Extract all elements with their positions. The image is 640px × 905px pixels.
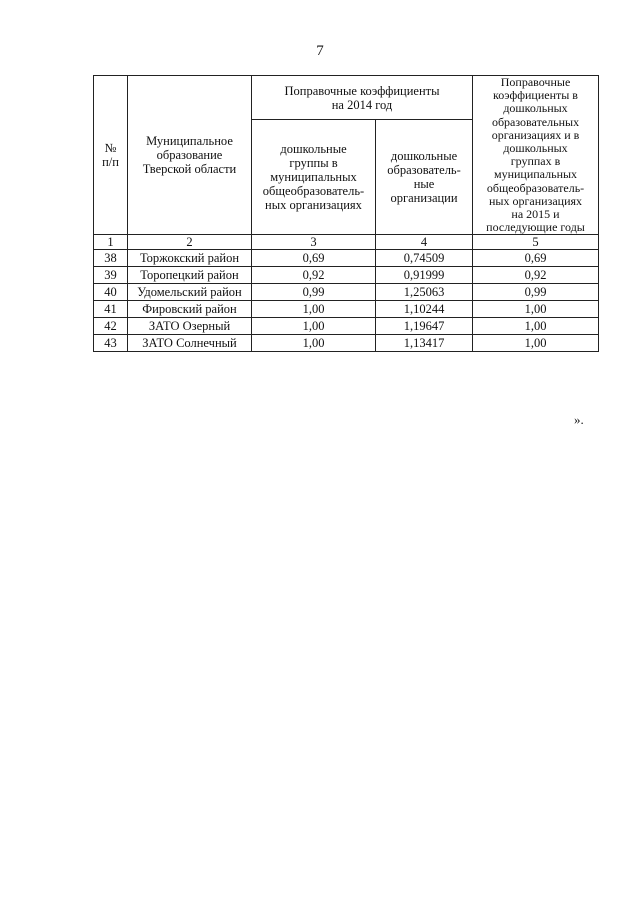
municipality-cell: ЗАТО Озерный <box>128 318 252 335</box>
coef-preschool-organizations-cell: 1,13417 <box>376 335 473 352</box>
coef-preschool-groups-cell: 0,92 <box>252 267 376 284</box>
header-row-number: № п/п <box>94 76 128 235</box>
row-number-cell: 40 <box>94 284 128 301</box>
row-number-cell: 38 <box>94 250 128 267</box>
table-row <box>94 250 599 267</box>
table-row <box>94 267 599 284</box>
header-preschool-organizations: дошкольные образователь- ные организации <box>376 120 473 235</box>
row-number-cell: 42 <box>94 318 128 335</box>
column-number: 5 <box>473 235 599 250</box>
coefficients-table <box>93 75 599 352</box>
coef-2015-cell: 0,92 <box>473 267 599 284</box>
header-municipality: Муниципальное образование Тверской области <box>128 76 252 235</box>
column-number: 2 <box>128 235 252 250</box>
column-number: 4 <box>376 235 473 250</box>
municipality-cell: Торопецкий район <box>128 267 252 284</box>
row-number-cell: 39 <box>94 267 128 284</box>
coef-preschool-groups-cell: 0,69 <box>252 250 376 267</box>
table-row <box>94 301 599 318</box>
row-number-cell: 41 <box>94 301 128 318</box>
coef-preschool-organizations-cell: 1,19647 <box>376 318 473 335</box>
coef-2015-cell: 1,00 <box>473 301 599 318</box>
coef-preschool-organizations-cell: 0,74509 <box>376 250 473 267</box>
table-row <box>94 318 599 335</box>
municipality-cell: ЗАТО Солнечный <box>128 335 252 352</box>
column-number: 3 <box>252 235 376 250</box>
header-preschool-groups: дошкольные группы в муниципальных общеобразователь- ных организациях <box>252 120 376 235</box>
coef-2015-cell: 1,00 <box>473 318 599 335</box>
page-number: 7 <box>316 43 324 59</box>
column-number: 1 <box>94 235 128 250</box>
table-row <box>94 335 599 352</box>
coef-preschool-groups-cell: 1,00 <box>252 301 376 318</box>
header-coefficients-2015: Поправочные коэффициенты в дошкольных образовательных организациях и в дошкольных группах в муниципальных общеобразователь- ных организациях на 2015 и последующие годы <box>473 76 599 235</box>
header-coefficients-2014: Поправочные коэффициенты на 2014 год <box>252 76 473 120</box>
municipality-cell: Торжокский район <box>128 250 252 267</box>
column-numbers-row <box>94 235 599 250</box>
table-row <box>94 284 599 301</box>
coef-preschool-organizations-cell: 1,10244 <box>376 301 473 318</box>
coef-preschool-groups-cell: 1,00 <box>252 318 376 335</box>
coef-2015-cell: 0,69 <box>473 250 599 267</box>
coef-2015-cell: 1,00 <box>473 335 599 352</box>
coef-preschool-groups-cell: 1,00 <box>252 335 376 352</box>
closing-quote-mark: ». <box>574 412 584 427</box>
coef-preschool-organizations-cell: 0,91999 <box>376 267 473 284</box>
coef-2015-cell: 0,99 <box>473 284 599 301</box>
row-number-cell: 43 <box>94 335 128 352</box>
municipality-cell: Удомельский район <box>128 284 252 301</box>
coef-preschool-organizations-cell: 1,25063 <box>376 284 473 301</box>
coef-preschool-groups-cell: 0,99 <box>252 284 376 301</box>
municipality-cell: Фировский район <box>128 301 252 318</box>
